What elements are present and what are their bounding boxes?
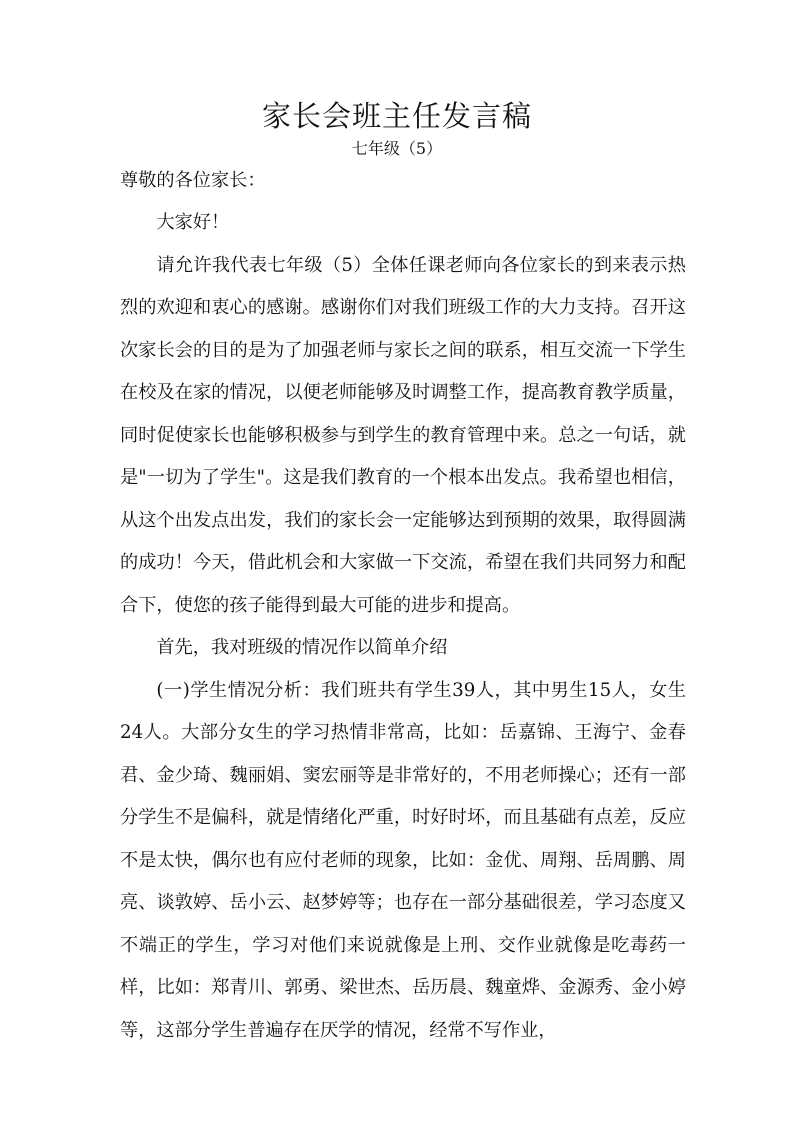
salutation: 尊敬的各位家长： xyxy=(120,170,266,191)
greeting: 大家好！ xyxy=(156,212,230,233)
paragraph-welcome: 请允许我代表七年级（5）全体任课老师向各位家长的到来表示热烈的欢迎和衷心的感谢。感谢你们对我们班级工作的大力支持。召开这次家长会的目的是为了加强老师与家长之间的联系，相互交流一下学生在校及在家的情况，以便老师能够及时调整工作，提高教育教学质量，同时促使家长也能够积极参与到学生的教育管理中来。总之一句话，就是"一切为了学生"。这是我们教育的一个根本出发点。我希望也相信，从这个出发点出发，我们的家长会一定能够达到预期的效果，取得圆满的成功！今天，借此机会和大家做一下交流，希望在我们共同努力和配合下，使您的孩子能得到最大可能的进步和提高。 xyxy=(120,254,686,616)
document-title: 家长会班主任发言稿 xyxy=(261,99,532,133)
paragraph-student-analysis: (一)学生情况分析：我们班共有学生39人，其中男生15人，女生24人。大部分女生的学习热情非常高，比如：岳嘉锦、王海宁、金春君、金少琦、魏丽娟、窦宏丽等是非常好的，不用老师操心；还有一部分学生不是偏科，就是情绪化严重，时好时坏，而且基础有点差，反应不是太快，偶尔也有应付老师的现象，比如：金优、周翔、岳周鹏、周亮、谈敦婷、岳小云、赵梦婷等；也存在一部分基础很差，学习态度又不端正的学生，学习对他们来说就像是上刑、交作业就像是吃毒药一样，比如：郑青川、郭勇、梁世杰、岳历晨、魏童烨、金源秀、金小婷等，这部分学生普遍存在厌学的情况，经常不写作业， xyxy=(120,679,686,1041)
paragraph-intro: 首先，我对班级的情况作以简单介绍 xyxy=(156,637,448,658)
document-subtitle: 七年级（5） xyxy=(351,139,443,158)
document-body xyxy=(120,166,686,1052)
